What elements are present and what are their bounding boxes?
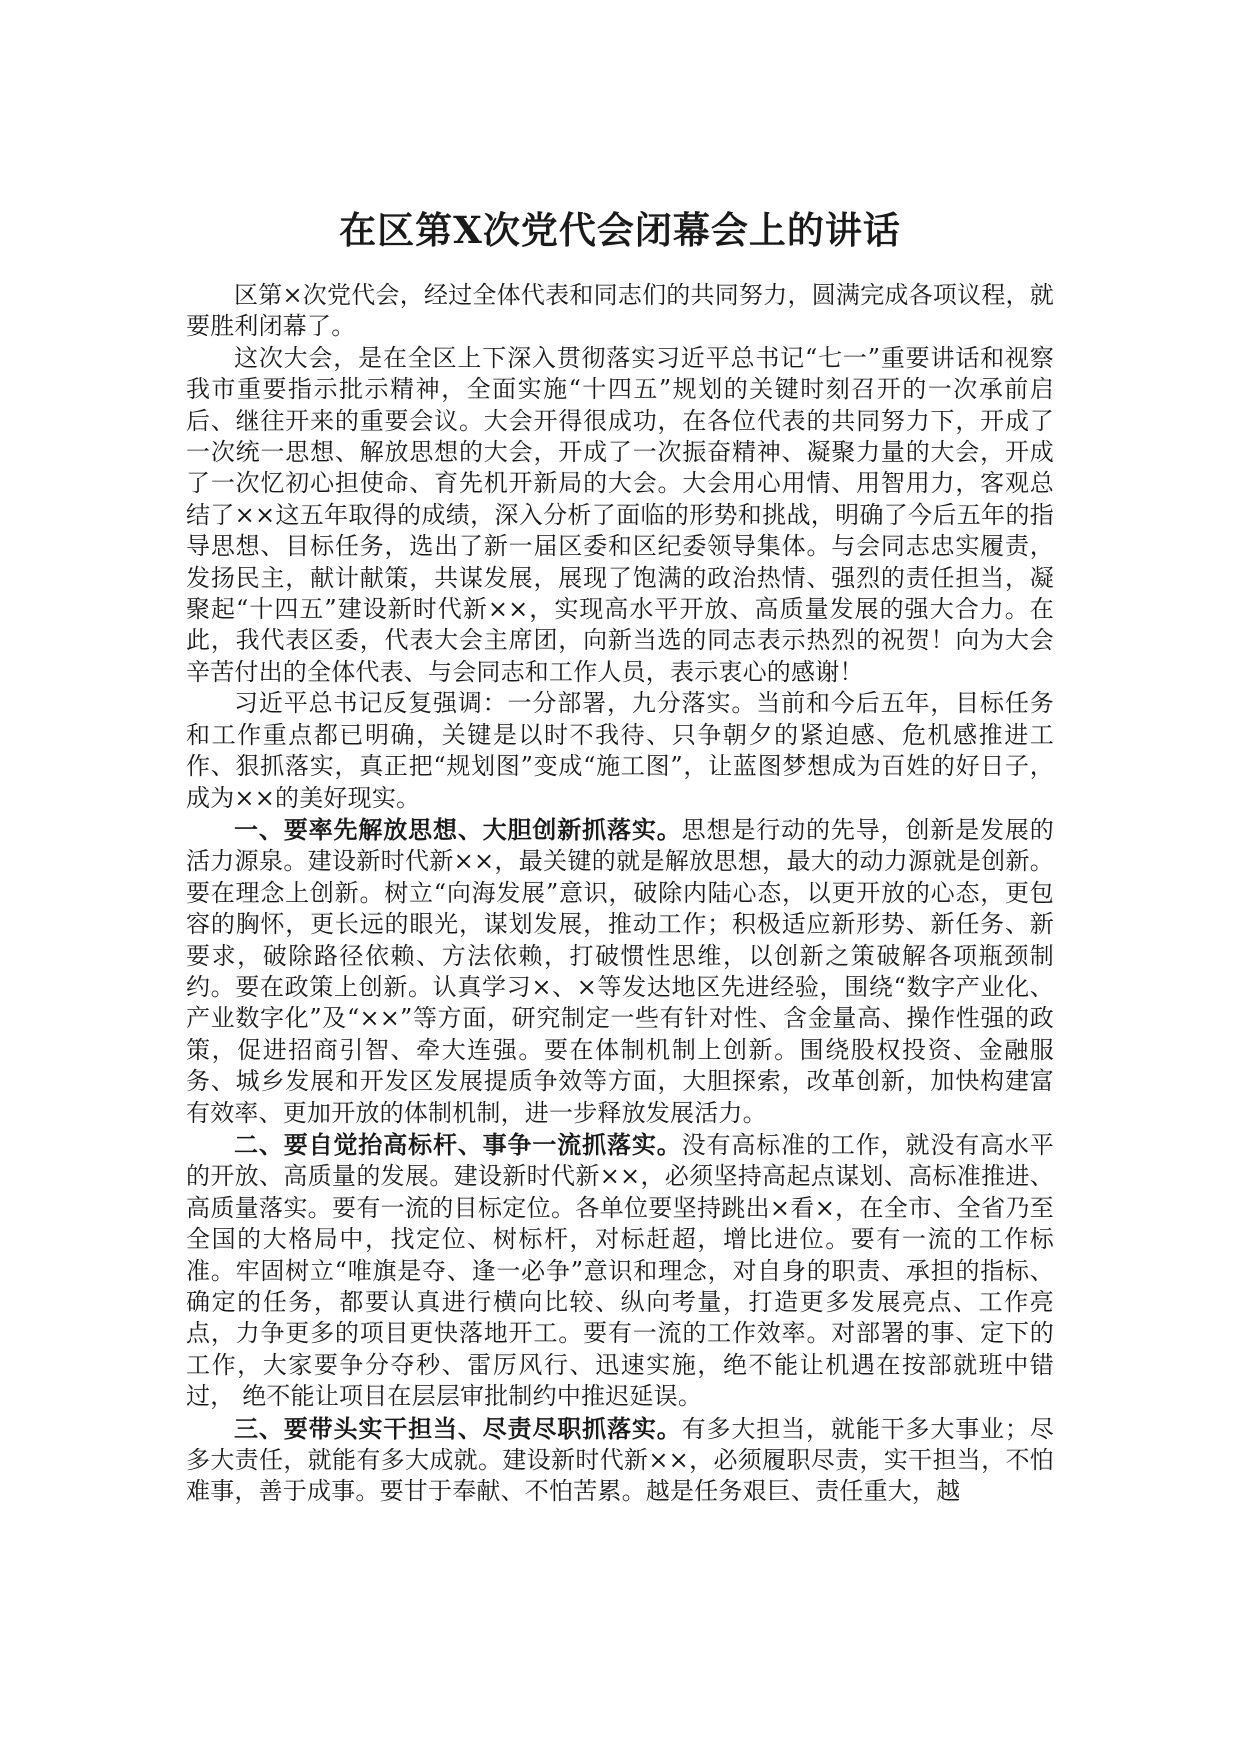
- section-1-text: 思想是行动的先导，创新是发展的活力源泉。建设新时代新××，最关键的就是解放思想，最大的动力源就是创新。要在理念上创新。树立“向海发展”意识，破除内陆心态，以更开放的心态，更包容的胸怀，更长远的眼光，谋划发展，推动工作；积极适应新形势、新任务、新要求，破除路径依赖、方法依赖，打破惯性思维，以创新之策破解各项瓶颈制约。要在政策上创新。认真学习×、×等发达地区先进经验，围绕“数字产业化、产业数字化”及“××”等方面，研究制定一些有针对性、含金量高、操作性强的政策，促进招商引智、牵大连强。要在体制机制上创新。围绕股权投资、金融服务、城乡发展和开发区发展提质争效等方面，大胆探索，改革创新，加快构建富有效率、更加开放的体制机制，进一步释放发展活力。: [186, 815, 1054, 1127]
- paragraph-2-text: 这次大会，是在全区上下深入贯彻落实习近平总书记“七一”重要讲话和视察我市重要指示批示精神，全面实施“十四五”规划的关键时刻召开的一次承前启后、继往开来的重要会议。大会开得很成功，在各位代表的共同努力下，开成了一次统一思想、解放思想的大会，开成了一次振奋精神、凝聚力量的大会，开成了一次忆初心担使命、育先机开新局的大会。大会用心用情、用智用力，客观总结了××这五年取得的成绩，深入分析了面临的形势和挑战，明确了今后五年的指导思想、目标任务，选出了新一届区委和区纪委领导集体。与会同志忠实履责，发扬民主，献计献策，共谋发展，展现了饱满的政治热情、强烈的责任担当，凝聚起“十四五”建设新时代新××，实现高水平开放、高质量发展的强大合力。在此，我代表区委，代表大会主席团，向新当选的同志表示热烈的祝贺！向为大会辛苦付出的全体代表、与会同志和工作人员，表示衷心的感谢！: [186, 343, 1054, 686]
- section-1-paragraph: [186, 814, 1054, 1129]
- section-1-heading: 一、要率先解放思想、大胆创新抓落实。: [234, 814, 682, 844]
- section-2-paragraph: [186, 1129, 1054, 1413]
- paragraph-1: [186, 280, 1054, 343]
- section-2-heading: 二、要自觉抬高标杆、事争一流抓落实。: [234, 1129, 682, 1159]
- section-3-paragraph: [186, 1413, 1054, 1508]
- paragraph-3: [186, 688, 1054, 814]
- section-3-heading: 三、要带头实干担当、尽责尽职抓落实。: [234, 1413, 682, 1443]
- paragraph-3-text: 习近平总书记反复强调：一分部署，九分落实。当前和今后五年，目标任务和工作重点都已明确，关键是以时不我待、只争朝夕的紧迫感、危机感推进工作、狠抓落实，真正把“规划图”变成“施工图”，让蓝图梦想成为百姓的好日子，成为××的美好现实。: [186, 689, 1054, 812]
- document-title: 在区第X次党代会闭幕会上的讲话: [339, 208, 901, 252]
- paragraph-1-text: 区第×次党代会，经过全体代表和同志们的共同努力，圆满完成各项议程，就要胜利闭幕了。: [186, 281, 1054, 341]
- section-2-text: 没有高标准的工作，就没有高水平的开放、高质量的发展。建设新时代新××，必须坚持高起点谋划、高标准推进、高质量落实。要有一流的目标定位。各单位要坚持跳出×看×，在全市、全省乃至全国的大格局中，找定位、树标杆，对标赶超，增比进位。要有一流的工作标准。牢固树立“唯旗是夺、逢一必争”意识和理念，对自身的职责、承担的指标、确定的任务，都要认真进行横向比较、纵向考量，打造更多发展亮点、工作亮点，力争更多的项目更快落地开工。要有一流的工作效率。对部署的事、定下的工作，大家要争分夺秒、雷厉风行、迅速实施，绝不能让机遇在按部就班中错过， 绝不能让项目在层层审批制约中推迟延误。: [186, 1130, 1054, 1411]
- paragraph-2: [186, 343, 1054, 688]
- section-3-text: 有多大担当，就能干多大事业；尽多大责任，就能有多大成就。建设新时代新××，必须履职尽责，实干担当，不怕难事，善于成事。要甘于奉献、不怕苦累。越是任务艰巨、责任重大，越: [186, 1414, 1054, 1506]
